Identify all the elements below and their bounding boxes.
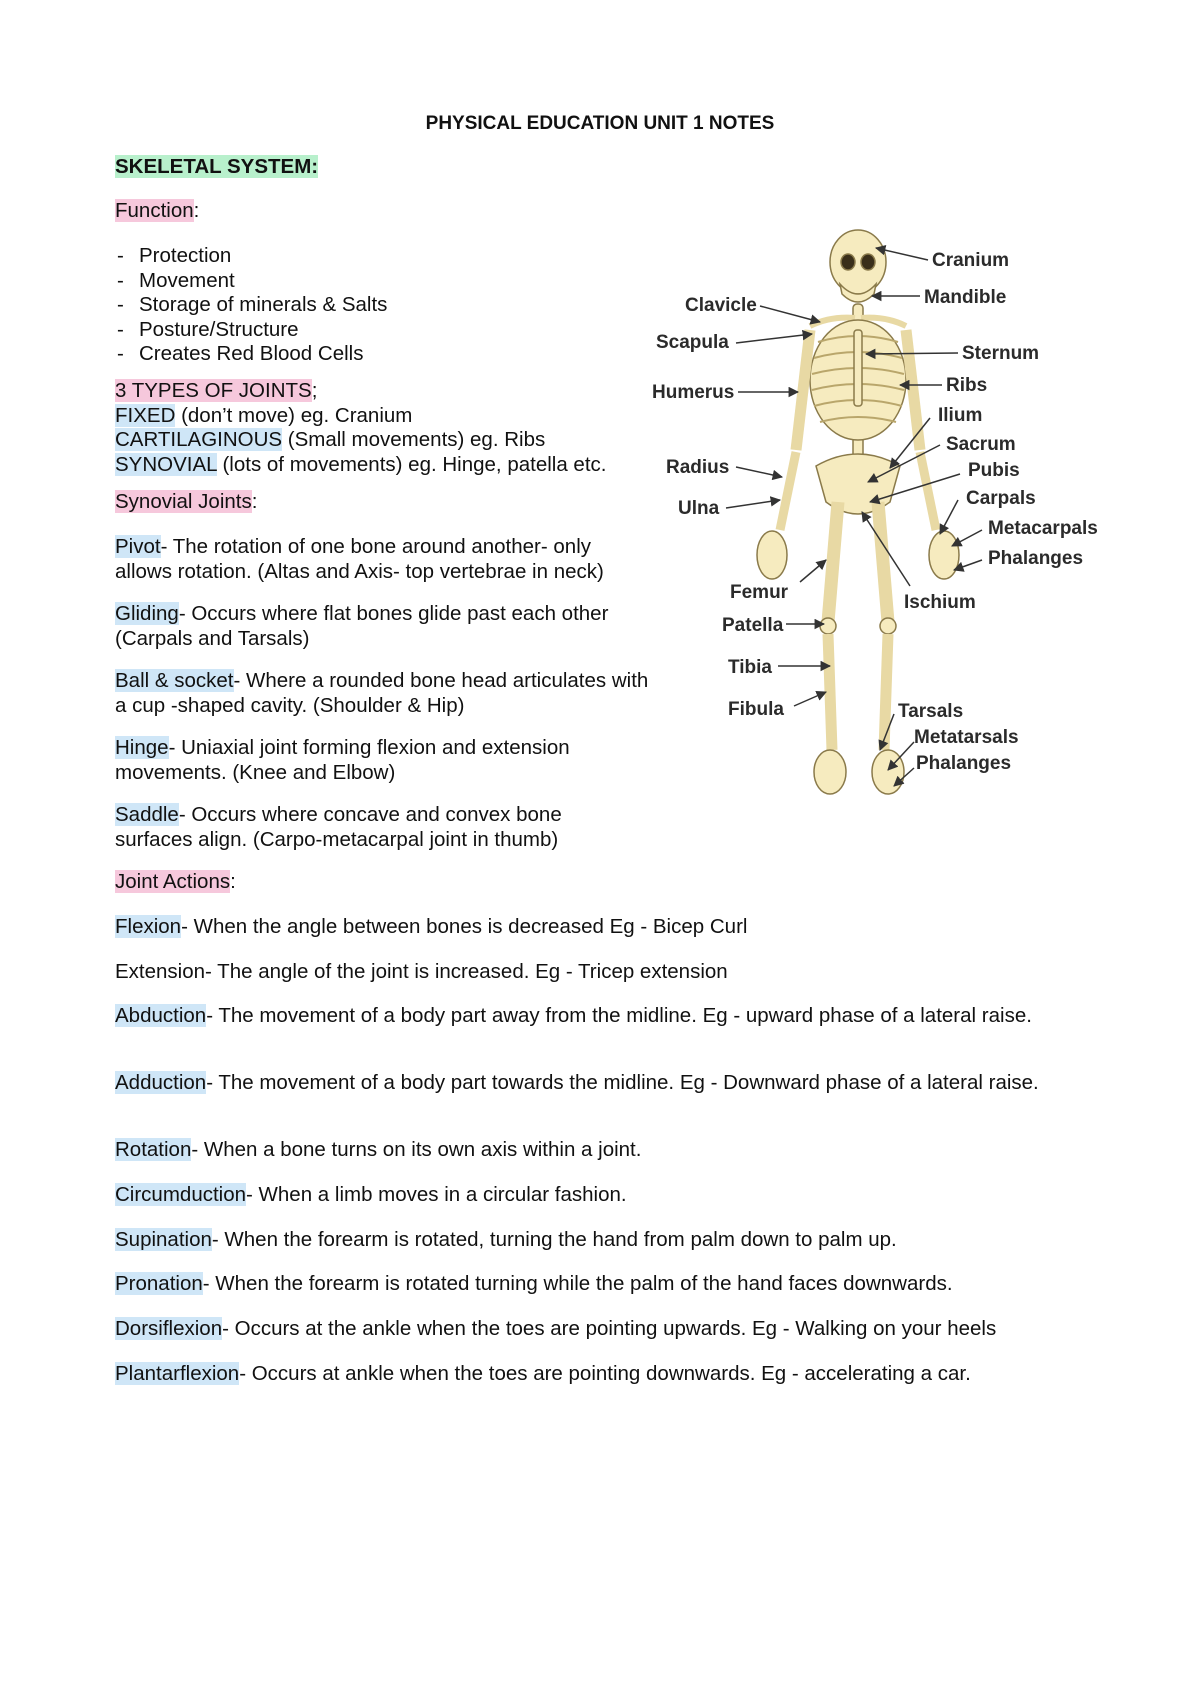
synovial-heading	[115, 490, 257, 515]
label-radius: Radius	[666, 457, 730, 478]
action-dorsiflexion	[115, 1317, 996, 1342]
action-term: Dorsiflexion	[115, 1317, 223, 1340]
label-humerus: Humerus	[652, 382, 735, 403]
eye-socket-right	[861, 254, 875, 270]
sternum-bone	[854, 330, 862, 406]
list-item: - Posture/Structure	[115, 318, 387, 343]
action-term: Abduction	[115, 1004, 207, 1027]
section-heading	[115, 155, 318, 180]
joint-actions-heading-label: Joint Actions	[115, 870, 231, 893]
action-desc: - When a bone turns on its own axis within a joint.	[191, 1138, 642, 1161]
leader-carpals	[940, 500, 958, 534]
joint-types-heading	[115, 379, 606, 404]
joint-type-desc: (don’t move) eg. Cranium	[175, 403, 413, 427]
label-tarsals: Tarsals	[898, 701, 964, 722]
tibia-left	[828, 634, 832, 750]
label-mandible: Mandible	[924, 287, 1007, 308]
synovial-term: Ball & socket	[115, 669, 234, 692]
joint-type-term: FIXED	[115, 403, 176, 427]
joint-type-desc: (lots of movements) eg. Hinge, patella etc.	[216, 452, 607, 476]
eye-socket-left	[841, 254, 855, 270]
humerus-left	[796, 330, 810, 450]
function-heading-label: Function	[115, 199, 194, 222]
skeleton-figure	[652, 230, 1200, 870]
leader-ulna	[726, 500, 780, 508]
action-pronation	[115, 1272, 1075, 1297]
patella-right	[880, 618, 896, 634]
synovial-term: Gliding	[115, 602, 179, 625]
leader-metacarpals	[952, 530, 982, 546]
joint-actions-heading-colon: :	[230, 870, 236, 893]
patella-left	[820, 618, 836, 634]
leader-clavicle	[760, 306, 820, 322]
synovial-item-gliding	[115, 602, 655, 651]
label-tibia: Tibia	[728, 657, 772, 678]
action-flexion	[115, 915, 1075, 940]
action-term: Adduction	[115, 1071, 207, 1094]
label-sternum: Sternum	[962, 343, 1040, 364]
synovial-desc: - The rotation of one bone around another- only allows rotation. (Altas and Axis- top vertebrae in neck)	[115, 535, 604, 583]
pelvis	[816, 454, 900, 514]
synovial-item-ball-socket	[115, 669, 655, 718]
function-list	[115, 244, 387, 367]
action-abduction	[115, 1004, 1060, 1029]
femur-left	[828, 502, 838, 622]
synovial-term: Hinge	[115, 736, 169, 759]
synovial-heading-colon: :	[251, 490, 258, 513]
action-supination	[115, 1228, 1075, 1253]
skull-cranium	[830, 230, 886, 294]
synovial-item-saddle	[115, 803, 635, 852]
label-sacrum: Sacrum	[946, 434, 1016, 455]
label-pubis: Pubis	[968, 460, 1020, 481]
joint-types-block	[115, 379, 606, 477]
leader-sternum	[866, 353, 958, 354]
action-term: Rotation	[115, 1138, 192, 1161]
action-term: Extension	[115, 960, 206, 983]
leader-femur	[800, 560, 826, 582]
leader-fibula	[794, 692, 826, 706]
forearm-left	[780, 452, 796, 530]
synovial-item-pivot	[115, 535, 635, 584]
label-patella: Patella	[722, 615, 784, 636]
action-desc: - When the forearm is rotated turning while the palm of the hand faces downwards.	[202, 1272, 953, 1295]
label-metacarpals: Metacarpals	[988, 518, 1098, 539]
action-plantarflexion	[115, 1362, 1075, 1387]
joint-actions-heading	[115, 870, 236, 895]
skeleton-diagram	[652, 230, 1200, 870]
action-term: Circumduction	[115, 1183, 247, 1206]
hand-right	[929, 531, 959, 579]
list-item: - Storage of minerals & Salts	[115, 293, 387, 318]
synovial-desc: - Occurs where flat bones glide past each other (Carpals and Tarsals)	[115, 602, 609, 650]
leader-scapula	[736, 334, 812, 343]
skeletal-system-heading: SKELETAL SYSTEM:	[115, 155, 319, 178]
synovial-term: Saddle	[115, 803, 179, 826]
label-metatarsals: Metatarsals	[914, 727, 1019, 748]
synovial-term: Pivot	[115, 535, 161, 558]
label-scapula: Scapula	[656, 332, 729, 353]
action-rotation	[115, 1138, 1075, 1163]
label-phalanges-hand: Phalanges	[988, 548, 1084, 569]
forearm-right	[920, 452, 936, 530]
action-desc: - The movement of a body part away from the midline. Eg - upward phase of a lateral raise.	[206, 1004, 1032, 1027]
joint-type-fixed	[115, 404, 606, 429]
foot-right	[872, 750, 904, 794]
list-item: - Creates Red Blood Cells	[115, 342, 387, 367]
label-clavicle: Clavicle	[685, 295, 757, 316]
function-list-block	[115, 244, 387, 367]
action-desc: - When the forearm is rotated, turning the hand from palm down to palm up.	[211, 1228, 897, 1251]
synovial-heading-label: Synovial Joints	[115, 490, 252, 513]
joint-types-heading-label: 3 TYPES OF JOINTS	[115, 379, 312, 402]
action-term: Plantarflexion	[115, 1362, 240, 1385]
action-adduction	[115, 1071, 1060, 1096]
list-item: - Protection	[115, 244, 387, 269]
list-item: - Movement	[115, 269, 387, 294]
action-term: Pronation	[115, 1272, 203, 1295]
action-desc: - Occurs at the ankle when the toes are pointing upwards. Eg - Walking on your heels	[222, 1317, 997, 1340]
function-heading	[115, 199, 199, 224]
label-phalanges-foot: Phalanges	[916, 753, 1012, 774]
action-term: Supination	[115, 1228, 212, 1251]
action-circumduction	[115, 1183, 1075, 1208]
label-cranium: Cranium	[932, 250, 1010, 271]
action-desc: - The angle of the joint is increased. Eg - Tricep extension	[205, 960, 728, 983]
joint-type-synovial	[115, 453, 606, 478]
function-heading-colon: :	[193, 199, 200, 222]
action-desc: - When a limb moves in a circular fashion.	[246, 1183, 627, 1206]
synovial-desc: - Uniaxial joint forming flexion and extension movements. (Knee and Elbow)	[115, 736, 570, 784]
femur-right	[878, 502, 888, 622]
label-ulna: Ulna	[678, 498, 720, 519]
joint-type-desc: (Small movements) eg. Ribs	[282, 428, 546, 451]
action-desc: - When the angle between bones is decreased Eg - Bicep Curl	[181, 915, 748, 938]
label-femur: Femur	[730, 582, 789, 603]
foot-left	[814, 750, 846, 794]
hand-left	[757, 531, 787, 579]
action-term: Flexion	[115, 915, 182, 938]
action-desc: - Occurs at ankle when the toes are pointing downwards. Eg - accelerating a car.	[239, 1362, 971, 1385]
joint-type-term: CARTILAGINOUS	[115, 428, 283, 451]
label-fibula: Fibula	[728, 699, 784, 720]
action-desc: - The movement of a body part towards the midline. Eg - Downward phase of a lateral raise.	[206, 1071, 1039, 1094]
label-ilium: Ilium	[938, 405, 983, 426]
joint-type-cartilaginous	[115, 428, 606, 453]
synovial-desc: - Where a rounded bone head articulates with a cup -shaped cavity. (Shoulder & Hip)	[115, 669, 649, 717]
joint-types-heading-suffix: ;	[311, 379, 318, 402]
page-title: PHYSICAL EDUCATION UNIT 1 NOTES	[425, 113, 775, 134]
leader-radius	[736, 467, 782, 477]
label-ischium: Ischium	[904, 592, 976, 613]
synovial-item-hinge	[115, 736, 645, 785]
synovial-desc: - Occurs where concave and convex bone surfaces align. (Carpo-metacarpal joint in thumb)	[115, 803, 562, 851]
label-carpals: Carpals	[966, 488, 1036, 509]
action-extension	[115, 960, 1075, 985]
label-ribs: Ribs	[946, 375, 988, 396]
joint-type-term: SYNOVIAL	[115, 452, 217, 476]
